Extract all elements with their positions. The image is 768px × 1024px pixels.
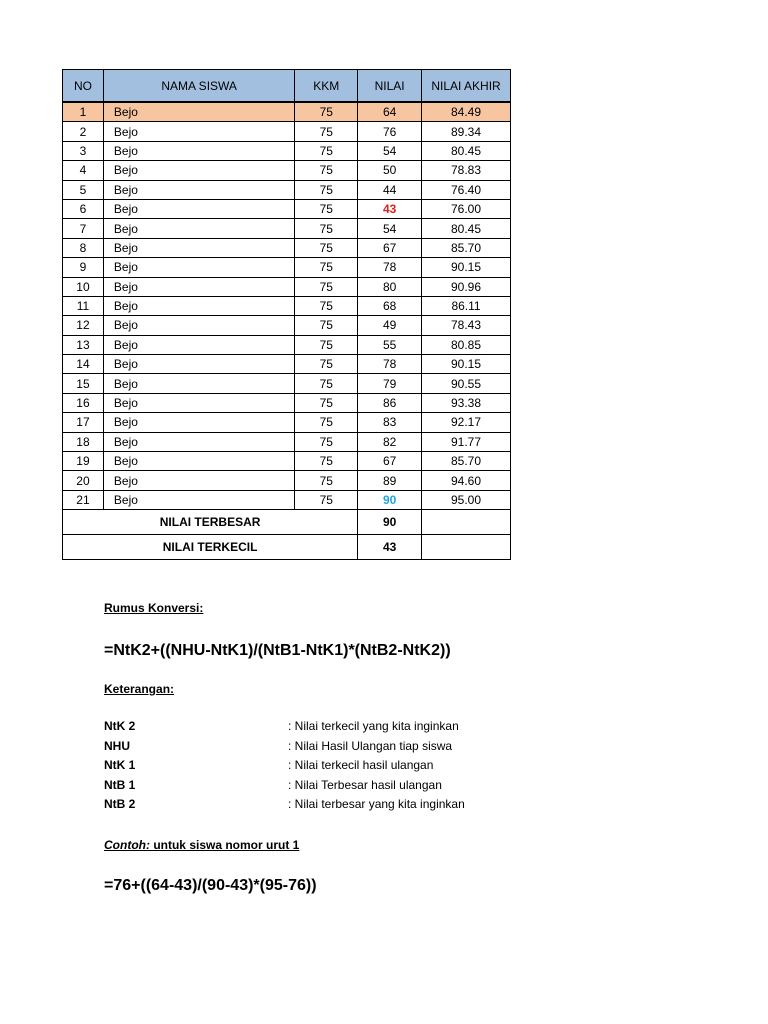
- cell-kkm: 75: [295, 219, 358, 238]
- table-row: [63, 471, 511, 490]
- cell-kkm: 75: [295, 335, 358, 354]
- keterangan-item: [104, 717, 465, 737]
- cell-kkm: 75: [295, 161, 358, 180]
- cell-nilai-akhir: 76.00: [422, 199, 511, 218]
- cell-nilai: 80: [358, 277, 422, 296]
- cell-kkm: 75: [295, 296, 358, 315]
- cell-name: Bejo: [103, 316, 294, 335]
- table-row: [63, 141, 511, 160]
- cell-nilai: 54: [358, 219, 422, 238]
- cell-no: 2: [63, 122, 104, 141]
- cell-no: 7: [63, 219, 104, 238]
- cell-kkm: 75: [295, 393, 358, 412]
- cell-no: 13: [63, 335, 104, 354]
- cell-nilai-akhir: 94.60: [422, 471, 511, 490]
- cell-nilai-akhir: 95.00: [422, 490, 511, 509]
- table-row: [63, 219, 511, 238]
- cell-nilai: 67: [358, 452, 422, 471]
- cell-kkm: 75: [295, 471, 358, 490]
- cell-kkm: 75: [295, 316, 358, 335]
- cell-nilai-akhir: 76.40: [422, 180, 511, 199]
- table-row: [63, 277, 511, 296]
- cell-no: 16: [63, 393, 104, 412]
- cell-name: Bejo: [103, 219, 294, 238]
- cell-no: 12: [63, 316, 104, 335]
- table-row: [63, 180, 511, 199]
- table-row: [63, 161, 511, 180]
- keterangan-abbr: NtB 1: [104, 777, 136, 792]
- cell-nilai: 76: [358, 122, 422, 141]
- example-label: [104, 835, 465, 855]
- cell-name: Bejo: [103, 238, 294, 257]
- keterangan-item: [104, 776, 465, 796]
- cell-no: 8: [63, 238, 104, 257]
- cell-no: 10: [63, 277, 104, 296]
- summary-label: NILAI TERBESAR: [63, 510, 358, 535]
- cell-nilai-akhir: 80.45: [422, 141, 511, 160]
- cell-nilai: 89: [358, 471, 422, 490]
- table-row: [63, 316, 511, 335]
- table-header-row: [63, 70, 511, 103]
- table-row: [63, 490, 511, 509]
- cell-nilai: 68: [358, 296, 422, 315]
- cell-nilai-akhir: 93.38: [422, 393, 511, 412]
- cell-no: 11: [63, 296, 104, 315]
- summary-label: NILAI TERKECIL: [63, 535, 358, 560]
- cell-nilai-akhir: 80.85: [422, 335, 511, 354]
- cell-kkm: 75: [295, 374, 358, 393]
- cell-no: 5: [63, 180, 104, 199]
- cell-no: 3: [63, 141, 104, 160]
- cell-nilai-akhir: 78.83: [422, 161, 511, 180]
- cell-kkm: 75: [295, 180, 358, 199]
- cell-nilai: 83: [358, 413, 422, 432]
- keterangan-item: [104, 795, 465, 815]
- cell-no: 21: [63, 490, 104, 509]
- conversion-formula: =NtK2+((NHU-NtK1)/(NtB1-NtK1)*(NtB2-NtK2)): [104, 642, 451, 659]
- cell-nilai-akhir: 90.15: [422, 355, 511, 374]
- cell-kkm: 75: [295, 122, 358, 141]
- cell-nilai-akhir: 90.96: [422, 277, 511, 296]
- header-nilai-akhir: NILAI AKHIR: [422, 70, 511, 103]
- cell-no: 9: [63, 258, 104, 277]
- cell-nilai: 82: [358, 432, 422, 451]
- table-row: [63, 452, 511, 471]
- keterangan-item: [104, 756, 465, 776]
- summary-value: 90: [358, 510, 422, 535]
- cell-nilai-akhir: 85.70: [422, 238, 511, 257]
- cell-no: 18: [63, 432, 104, 451]
- cell-nilai-akhir: 90.15: [422, 258, 511, 277]
- table-row: [63, 355, 511, 374]
- cell-kkm: 75: [295, 413, 358, 432]
- cell-nilai-akhir: 78.43: [422, 316, 511, 335]
- cell-name: Bejo: [103, 432, 294, 451]
- cell-no: 17: [63, 413, 104, 432]
- example-label-em: Contoh:: [104, 837, 150, 852]
- header-no: NO: [63, 70, 104, 103]
- cell-kkm: 75: [295, 199, 358, 218]
- cell-no: 1: [63, 102, 104, 122]
- keterangan-abbr: NtB 2: [104, 797, 136, 811]
- cell-nilai-akhir: 80.45: [422, 219, 511, 238]
- cell-kkm: 75: [295, 452, 358, 471]
- cell-kkm: 75: [295, 490, 358, 509]
- cell-name: Bejo: [103, 471, 294, 490]
- cell-no: 19: [63, 452, 104, 471]
- cell-nilai-akhir: 91.77: [422, 432, 511, 451]
- summary-row-min: [63, 535, 511, 560]
- keterangan-desc: : Nilai terkecil hasil ulangan: [288, 758, 434, 772]
- cell-kkm: 75: [295, 102, 358, 122]
- cell-nilai: 54: [358, 141, 422, 160]
- notes-section: [104, 598, 465, 898]
- table-row: [63, 199, 511, 218]
- cell-no: 14: [63, 355, 104, 374]
- cell-nilai: 86: [358, 393, 422, 412]
- cell-name: Bejo: [103, 374, 294, 393]
- cell-name: Bejo: [103, 141, 294, 160]
- cell-name: Bejo: [103, 258, 294, 277]
- grades-table: [62, 69, 511, 560]
- cell-nilai-akhir: 85.70: [422, 452, 511, 471]
- table-row: [63, 413, 511, 432]
- table-row: [63, 335, 511, 354]
- cell-name: Bejo: [103, 490, 294, 509]
- keterangan-abbr: NHU: [104, 738, 130, 753]
- table-row: [63, 432, 511, 451]
- cell-kkm: 75: [295, 277, 358, 296]
- table-row: [63, 102, 511, 122]
- cell-kkm: 75: [295, 355, 358, 374]
- cell-name: Bejo: [103, 452, 294, 471]
- cell-nilai: 79: [358, 374, 422, 393]
- summary-value: 43: [358, 535, 422, 560]
- summary-empty: [422, 535, 511, 560]
- cell-nilai: 90: [358, 490, 422, 509]
- cell-nilai-akhir: 89.34: [422, 122, 511, 141]
- cell-nilai: 50: [358, 161, 422, 180]
- cell-kkm: 75: [295, 258, 358, 277]
- cell-no: 6: [63, 199, 104, 218]
- keterangan-label: Keterangan:: [104, 682, 175, 696]
- keterangan-desc: : Nilai terbesar yang kita inginkan: [288, 797, 465, 811]
- keterangan-abbr: NtK 1: [104, 758, 136, 772]
- cell-kkm: 75: [295, 238, 358, 257]
- cell-nilai: 78: [358, 258, 422, 277]
- cell-nilai-akhir: 90.55: [422, 374, 511, 393]
- rumus-label: Rumus Konversi:: [104, 601, 204, 615]
- cell-name: Bejo: [103, 277, 294, 296]
- cell-name: Bejo: [103, 199, 294, 218]
- header-kkm: KKM: [295, 70, 358, 103]
- cell-nilai: 78: [358, 355, 422, 374]
- keterangan-item: [104, 737, 465, 757]
- example-formula: =76+((64-43)/(90-43)*(95-76)): [104, 876, 317, 894]
- summary-empty: [422, 510, 511, 535]
- cell-name: Bejo: [103, 335, 294, 354]
- table-row: [63, 122, 511, 141]
- keterangan-abbr: NtK 2: [104, 719, 136, 733]
- cell-name: Bejo: [103, 296, 294, 315]
- table-row: [63, 296, 511, 315]
- keterangan-list: [104, 717, 465, 815]
- summary-row-max: [63, 510, 511, 535]
- cell-no: 15: [63, 374, 104, 393]
- cell-name: Bejo: [103, 102, 294, 122]
- cell-nilai: 44: [358, 180, 422, 199]
- cell-no: 20: [63, 471, 104, 490]
- keterangan-desc: : Nilai Terbesar hasil ulangan: [288, 777, 442, 792]
- cell-nilai: 67: [358, 238, 422, 257]
- table-row: [63, 393, 511, 412]
- cell-name: Bejo: [103, 355, 294, 374]
- table-row: [63, 238, 511, 257]
- cell-nilai-akhir: 92.17: [422, 413, 511, 432]
- header-nama-siswa: NAMA SISWA: [103, 70, 294, 103]
- keterangan-desc: : Nilai Hasil Ulangan tiap siswa: [288, 738, 453, 753]
- cell-nilai: 49: [358, 316, 422, 335]
- cell-name: Bejo: [103, 393, 294, 412]
- table-row: [63, 258, 511, 277]
- cell-nilai-akhir: 84.49: [422, 102, 511, 122]
- table-row: [63, 374, 511, 393]
- cell-no: 4: [63, 161, 104, 180]
- cell-name: Bejo: [103, 161, 294, 180]
- cell-nilai: 55: [358, 335, 422, 354]
- cell-nilai: 43: [358, 199, 422, 218]
- example-label-rest: untuk siswa nomor urut 1: [149, 837, 300, 852]
- header-nilai: NILAI: [358, 70, 422, 103]
- cell-name: Bejo: [103, 413, 294, 432]
- cell-kkm: 75: [295, 141, 358, 160]
- cell-name: Bejo: [103, 122, 294, 141]
- keterangan-desc: : Nilai terkecil yang kita inginkan: [288, 719, 459, 733]
- cell-name: Bejo: [103, 180, 294, 199]
- cell-nilai: 64: [358, 102, 422, 122]
- cell-nilai-akhir: 86.11: [422, 296, 511, 315]
- cell-kkm: 75: [295, 432, 358, 451]
